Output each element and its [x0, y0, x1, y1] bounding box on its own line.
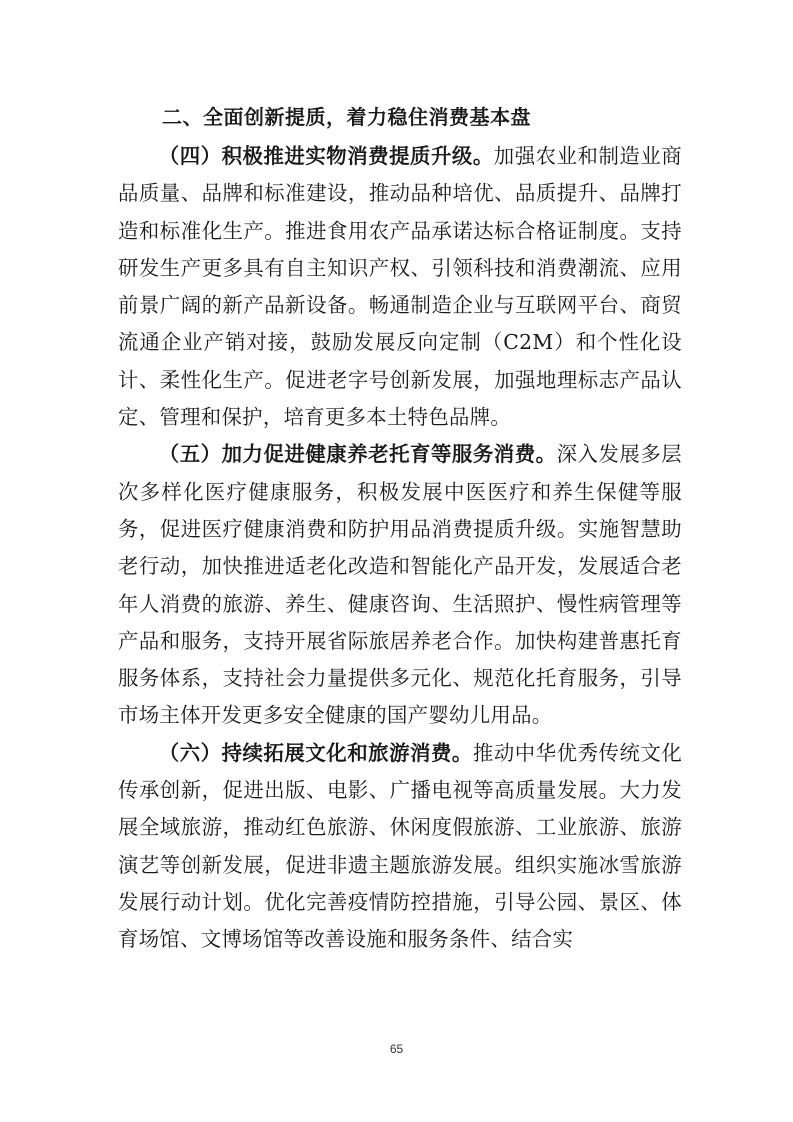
paragraph-lead: （五）加力促进健康养老托育等服务消费。 [158, 442, 557, 467]
paragraph-physical-consumption [118, 138, 682, 436]
paragraph-body: 加强农业和制造业商品质量、品牌和标准建设，推动品种培优、品质提升、品牌打造和标准化生产。推进食用农产品承诺达标合格证制度。支持研发生产更多具有自主知识产权、引领科技和消费潮流、应用前景广阔的新产品新设备。畅通制造企业与互联网平台、商贸流通企业产销对接，鼓励发展反向定制（C2M）和个性化设计、柔性化生产。促进老字号创新发展，加强地理标志产品认定、管理和保护，培育更多本土特色品牌。 [118, 144, 682, 430]
paragraph-culture-tourism [118, 735, 682, 959]
section-heading: 二、全面创新提质，着力稳住消费基本盘 [162, 105, 531, 129]
paragraph-body: 推动中华优秀传统文化传承创新，促进出版、电影、广播电视等高质量发展。大力发展全域旅游，推动红色旅游、休闲度假旅游、工业旅游、旅游演艺等创新发展，促进非遗主题旅游发展。组织实施冰雪旅游发展行动计划。优化完善疫情防控措施，引导公园、景区、体育场馆、文博场馆等改善设施和服务条件、结合实 [118, 740, 683, 952]
paragraph-lead: （四）积极推进实物消费提质升级。 [158, 144, 494, 168]
paragraph-lead: （六）持续拓展文化和旅游消费。 [158, 740, 473, 765]
document-page [118, 96, 682, 959]
page-number: 65 [389, 1042, 404, 1056]
paragraph-body: 深入发展多层次多样化医疗健康服务，积极发展中医医疗和养生保健等服务，促进医疗健康消费和防护用品消费提质升级。实施智慧助老行动，加快推进适老化改造和智能化产品开发，发展适合老年人消费的旅游、养生、健康咨询、生活照护、慢性病管理等产品和服务，支持开展省际旅居养老合作。加快构建普惠托育服务体系，支持社会力量提供多元化、规范化托育服务，引导市场主体开发更多安全健康的国产婴幼儿用品。 [118, 442, 682, 728]
paragraph-service-consumption [118, 436, 682, 734]
